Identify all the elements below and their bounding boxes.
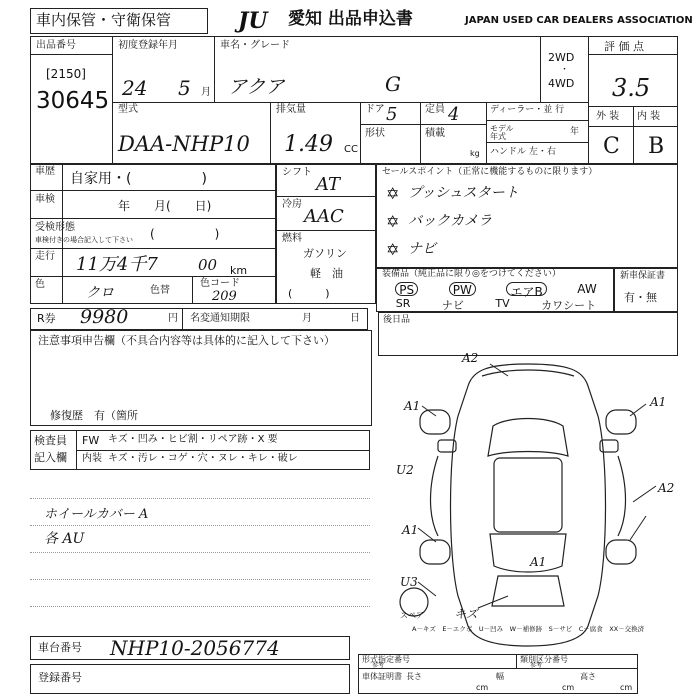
inspector-label: 検査員	[34, 434, 67, 447]
name-change-label: 名変通知期限	[190, 313, 250, 324]
first-reg-year: 24	[122, 76, 148, 100]
car-body-outline	[451, 364, 606, 646]
first-reg-month: 5	[178, 76, 191, 100]
fuel-gas: ガソリン	[303, 247, 347, 260]
fuel-label: 燃料	[282, 233, 302, 244]
sales-point-text: プッシュスタート	[408, 185, 519, 201]
notes-title: 注意事項申告欄（不具合内容等は具体的に記入して下さい）	[38, 334, 335, 347]
chassis-value: NHP10-2056774	[110, 636, 280, 660]
annotation-a1-fl: A1	[404, 399, 421, 413]
doors-value: 5	[386, 104, 398, 125]
remarks-area	[30, 470, 370, 630]
wheel-fl	[420, 410, 450, 434]
class-label: 類別区分番号	[520, 655, 568, 664]
rear-seat-label: 後日品	[383, 315, 411, 325]
fuel-diesel: 軽 油	[310, 267, 343, 280]
star-icon: ✡	[386, 240, 400, 259]
height-unit: cm	[620, 683, 633, 692]
fuel-other: ( )	[288, 287, 330, 300]
spare-label: スペア	[400, 611, 424, 620]
km-unit: km	[230, 264, 248, 277]
month-unit: 月	[201, 87, 211, 98]
color-code-label: 色コード	[200, 278, 240, 289]
length-label: 長さ	[406, 672, 422, 681]
rear-hatch	[492, 576, 564, 606]
rear-seat-box	[378, 312, 678, 356]
capacity-label: 定員	[425, 104, 445, 115]
drive-4wd: 4WD	[548, 77, 575, 90]
recycle-yen: 円	[168, 313, 178, 324]
shift-value: AT	[316, 174, 341, 195]
storage-title: 車内保管・守衛保管	[36, 11, 172, 29]
mileage-tail: 00	[198, 256, 218, 274]
inspection-label: 車検	[35, 194, 55, 205]
color-code-value: 209	[212, 289, 237, 304]
name-change-day: 日	[350, 313, 360, 324]
fw-label: FW	[82, 434, 100, 447]
car-name: アクア	[228, 76, 285, 98]
side-right	[618, 456, 626, 536]
length-unit: cm	[476, 683, 489, 692]
mileage-value: 11万4千7	[76, 254, 158, 275]
name-change-month: 月	[302, 313, 312, 324]
first-reg-label: 初度登録年月	[118, 40, 178, 51]
sales-point-text: ナビ	[408, 241, 436, 257]
drive-2wd: 2WD	[548, 51, 575, 64]
org-title: 愛知 出品申込書	[288, 9, 413, 29]
form-label: 形式指定番号	[362, 655, 410, 664]
drive-separator: ・	[560, 65, 570, 75]
shape-label: 形状	[365, 128, 385, 139]
height-label: 高さ	[580, 672, 596, 681]
equipment-aw: AW	[577, 282, 597, 296]
class-sub: 参考	[530, 662, 543, 669]
annotation-a1-fr: A1	[650, 395, 667, 409]
steering-label: ハンドル 左・右	[490, 147, 556, 157]
color-value: クロ	[86, 285, 114, 301]
recycle-label: R券	[37, 312, 56, 325]
score-value: 3.5	[612, 74, 651, 102]
acceptance-sub: 車検付きの場合記入して下さい	[35, 236, 133, 244]
equipment-ps: PS	[395, 282, 418, 296]
ac-label: 冷房	[282, 199, 302, 210]
recycle-value: 9980	[80, 306, 129, 328]
sales-points-title: セールスポイント（正常に機能するものに限ります）	[382, 167, 598, 177]
chassis-label: 車台番号	[38, 641, 82, 654]
side-left	[431, 456, 439, 536]
annotation-a1-rl: A1	[402, 523, 419, 537]
equipment-navi: ナビ	[441, 299, 464, 312]
lot-sub: [2150]	[46, 67, 86, 81]
form-sub: 参考	[372, 662, 385, 669]
car-history-label: 車歴	[35, 166, 55, 177]
exterior-grade: C	[603, 134, 620, 159]
annotation-a2-top: A2	[462, 351, 479, 365]
wheel-rl	[420, 540, 450, 564]
interior-check-label: 内装	[82, 453, 102, 464]
grade: G	[385, 72, 401, 96]
fw-items: キズ・凹み・ヒビ割・リペア跡・X 要	[108, 434, 278, 445]
dealer-import-label: ディーラー・並 行	[490, 105, 565, 115]
sales-point-text: バックカメラ	[408, 213, 492, 229]
equipment-row-1	[380, 282, 612, 299]
model-year-label: モデル 年式	[490, 124, 514, 141]
lot-label: 出品番号	[36, 40, 76, 51]
interior-grade: B	[648, 134, 665, 159]
star-icon: ✡	[386, 184, 400, 203]
front-bumper	[482, 370, 574, 376]
capacity-value: 4	[448, 104, 460, 125]
equipment-seat: カワシート	[541, 299, 597, 312]
remark-2: 各 AU	[44, 531, 85, 547]
exterior-label: 外 装	[596, 111, 620, 122]
shift-label: シフト	[282, 167, 312, 178]
wheel-rr	[606, 540, 636, 564]
roof	[494, 458, 562, 532]
displacement-label: 排気量	[276, 104, 306, 115]
inspection-value: 年 月( 日)	[118, 199, 212, 213]
mileage-label: 走行	[35, 251, 55, 262]
vehicle-cert-label: 車体証明書	[362, 672, 402, 681]
ac-value: AAC	[304, 206, 344, 227]
doors-label: ドア	[365, 104, 385, 115]
displacement-value: 1.49	[284, 132, 333, 157]
model-grade-label: 車名・グレード	[220, 40, 290, 51]
load-label: 積載	[425, 128, 445, 139]
interior-items: キズ・汚レ・コゲ・穴・ヌレ・キレ・破レ	[108, 453, 298, 464]
equipment-pw: PW	[449, 282, 476, 296]
car-diagram	[378, 356, 678, 652]
score-label: 評 価 点	[604, 40, 644, 53]
cc-unit: CC	[344, 144, 358, 155]
acceptance-label: 受検形態	[35, 222, 75, 233]
equipment-title: 装備品（純正品に限り◎をつけてください）	[382, 269, 561, 279]
wheel-fr	[606, 410, 636, 434]
repair-history: 修復歴 有（箇所	[50, 409, 138, 422]
registration-label: 登録番号	[38, 671, 82, 684]
equipment-airbag: エアB	[506, 282, 546, 296]
damage-legend: A－キズ E－エクボ U－凹み W－補修跡 S－サビ C－腐食 XX－交換済	[412, 625, 645, 633]
warranty-value: 有・無	[624, 291, 657, 304]
rear-window	[490, 534, 566, 572]
annotation-a2-right: A2	[658, 481, 675, 495]
remark-1: ホイールカバー A	[44, 507, 149, 522]
interior-label: 内 装	[637, 111, 661, 122]
color-change-label: 色替	[150, 285, 170, 296]
car-history-value: 自家用・( )	[70, 171, 207, 187]
acceptance-value: ( )	[150, 227, 220, 241]
warranty-label: 新車保証書	[620, 271, 666, 281]
year-unit: 年	[570, 127, 580, 137]
width-label: 幅	[496, 672, 504, 681]
type-label: 型式	[118, 104, 138, 115]
ju-logo: JU	[238, 8, 268, 34]
width-unit: cm	[562, 683, 575, 692]
annotation-u3: U3	[400, 575, 418, 589]
annotation-u2: U2	[396, 463, 414, 477]
lot-number: 30645	[36, 88, 110, 114]
equipment-sr: SR	[395, 297, 411, 310]
equipment-tv: TV	[495, 297, 510, 310]
org-english: JAPAN USED CAR DEALERS ASSOCIATION	[465, 15, 693, 26]
entry-label: 記入欄	[34, 451, 67, 464]
annotation-a1-rear: A1	[530, 555, 547, 569]
model-code: DAA-NHP10	[118, 132, 250, 156]
annotation-scratch: キズ	[454, 607, 478, 621]
windshield	[488, 419, 568, 457]
color-label: 色	[35, 279, 45, 290]
star-icon: ✡	[386, 212, 400, 231]
kg-unit: kg	[470, 149, 480, 158]
equipment-row-2	[380, 297, 612, 311]
